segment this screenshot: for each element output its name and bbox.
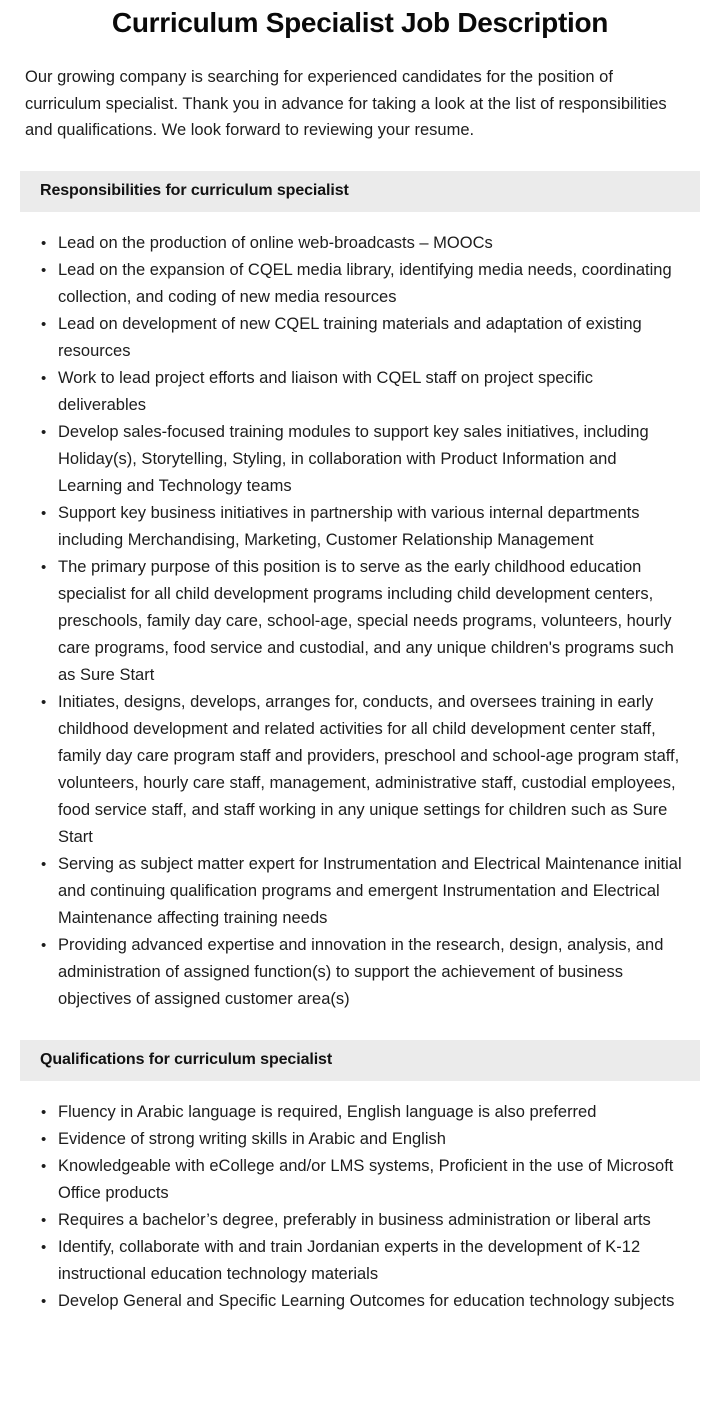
page-title: Curriculum Specialist Job Description (111, 7, 609, 38)
section-heading-label: Responsibilities for curriculum specialist (40, 182, 349, 199)
page-bottom-spacer (0, 1315, 720, 1347)
qualifications-list (0, 1081, 720, 1315)
list-item: • Develop sales-focused training modules to support key sales initiatives, including Holiday(s), Storytelling, Styling, in collaboration with Product Information and Learning and Technology teams (58, 419, 684, 500)
intro-paragraph: Our growing company is searching for experienced candidates for the position of curriculum specialist. Thank you in advance for taking a look at the list of responsibilities and qualifications. We look forward to reviewing your resume. (25, 68, 667, 139)
section-header-responsibilities (20, 171, 700, 212)
list-item: • Knowledgeable with eCollege and/or LMS systems, Proficient in the use of Microsoft Office products (58, 1153, 684, 1207)
list-item: • Providing advanced expertise and innovation in the research, design, analysis, and administration of assigned function(s) to support the achievement of business objectives of assigned customer area(s) (58, 932, 684, 1013)
responsibilities-list (0, 212, 720, 1013)
list-item: • Develop General and Specific Learning Outcomes for education technology subjects (58, 1288, 684, 1315)
section-header-qualifications (20, 1040, 700, 1081)
list-item: • Requires a bachelor’s degree, preferably in business administration or liberal arts (58, 1207, 684, 1234)
list-item: • Lead on the production of online web-broadcasts – MOOCs (58, 230, 684, 257)
list-item: • Serving as subject matter expert for Instrumentation and Electrical Maintenance initial and continuing qualification programs and emergent Instrumentation and Electrical Maintenance affecting training needs (58, 851, 684, 932)
list-item: • Initiates, designs, develops, arranges for, conducts, and oversees training in early childhood development and related activities for all child development center staff, family day care program staff and providers, preschool and school-age program staff, volunteers, hourly care staff, management, administrative staff, custodial employees, food service staff, and staff working in any unique settings for children such as Sure Start (58, 689, 684, 851)
list-item: • Evidence of strong writing skills in Arabic and English (58, 1126, 684, 1153)
list-item: • Lead on the expansion of CQEL media library, identifying media needs, coordinating collection, and coding of new media resources (58, 257, 684, 311)
list-item: • Lead on development of new CQEL training materials and adaptation of existing resources (58, 311, 684, 365)
list-item: • Identify, collaborate with and train Jordanian experts in the development of K-12 instructional education technology materials (58, 1234, 684, 1288)
section-heading-label: Qualifications for curriculum specialist (40, 1051, 333, 1068)
list-item: • The primary purpose of this position is to serve as the early childhood education specialist for all child development programs including child development centers, preschools, family day care, school-age, special needs programs, volunteers, hourly care programs, food service and custodial, and any unique children's programs such as Sure Start (58, 554, 684, 689)
list-item: • Work to lead project efforts and liaison with CQEL staff on project specific deliverables (58, 365, 684, 419)
list-item: • Support key business initiatives in partnership with various internal departments including Merchandising, Marketing, Customer Relationship Management (58, 500, 684, 554)
list-item: • Fluency in Arabic language is required, English language is also preferred (58, 1099, 684, 1126)
